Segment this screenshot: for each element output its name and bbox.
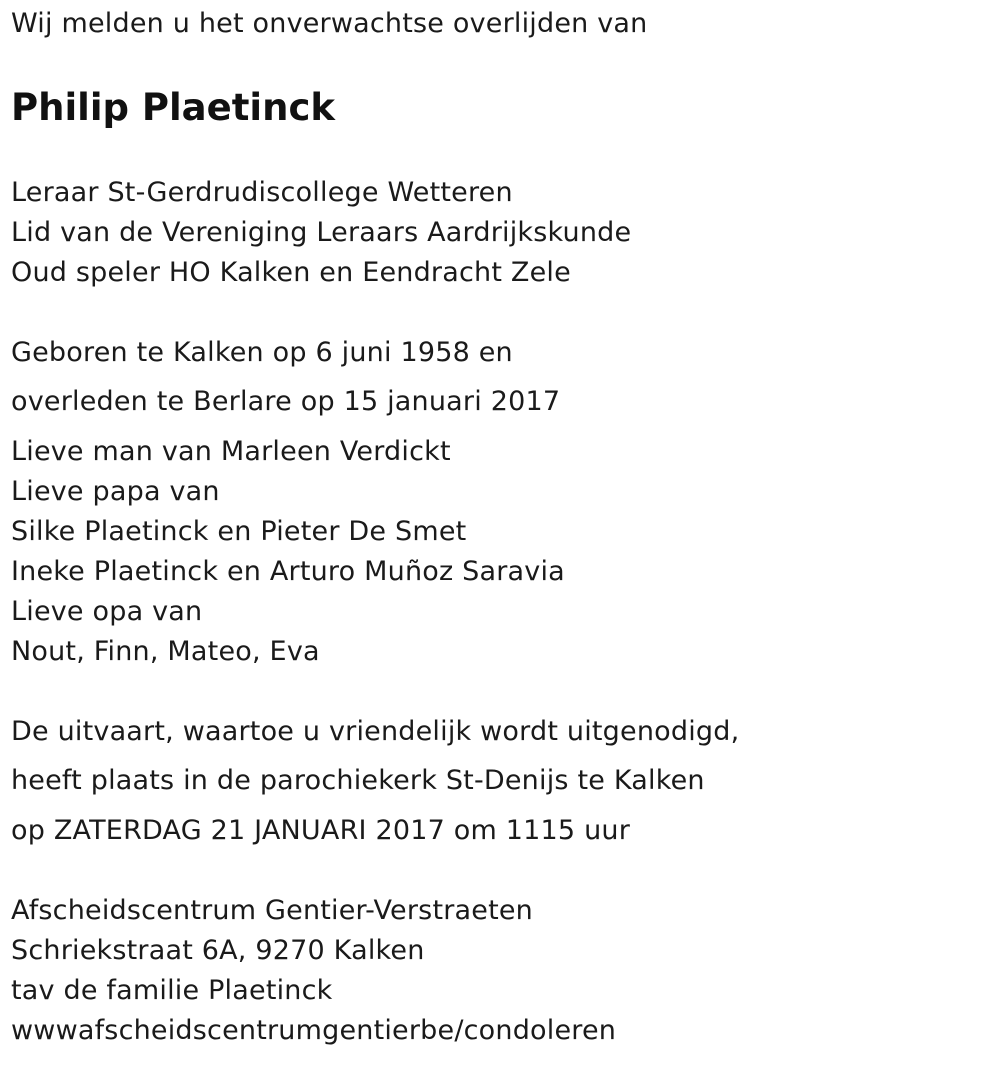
contact-line: Schriekstraat 6A, 9270 Kalken: [11, 935, 425, 966]
funeral-line: heeft plaats in de parochiekerk St-Denijs te Kalken: [11, 765, 705, 796]
intro-text: Wij melden u het onverwachtse overlijden van: [11, 8, 648, 39]
role-line: Lid van de Vereniging Leraars Aardrijkskunde: [11, 217, 632, 248]
condolence-link: wwwafscheidscentrumgentierbe/condoleren: [11, 1015, 617, 1046]
contact-line: Afscheidscentrum Gentier-Verstraeten: [11, 895, 533, 926]
family-line: Nout, Finn, Mateo, Eva: [11, 636, 320, 667]
contact-line: tav de familie Plaetinck: [11, 975, 333, 1006]
role-line: Oud speler HO Kalken en Eendracht Zele: [11, 257, 571, 288]
death-line: overleden te Berlare op 15 januari 2017: [11, 386, 561, 417]
role-line: Leraar St-Gerdrudiscollege Wetteren: [11, 177, 513, 208]
funeral-line: De uitvaart, waartoe u vriendelijk wordt uitgenodigd,: [11, 716, 740, 747]
family-line: Silke Plaetinck en Pieter De Smet: [11, 516, 467, 547]
funeral-line: op ZATERDAG 21 JANUARI 2017 om 1115 uur: [11, 815, 630, 846]
family-line: Ineke Plaetinck en Arturo Muñoz Saravia: [11, 556, 565, 587]
family-line: Lieve opa van: [11, 596, 203, 627]
family-line: Lieve man van Marleen Verdickt: [11, 436, 451, 467]
deceased-name: Philip Plaetinck: [11, 86, 335, 129]
birth-line: Geboren te Kalken op 6 juni 1958 en: [11, 337, 513, 368]
family-line: Lieve papa van: [11, 476, 220, 507]
